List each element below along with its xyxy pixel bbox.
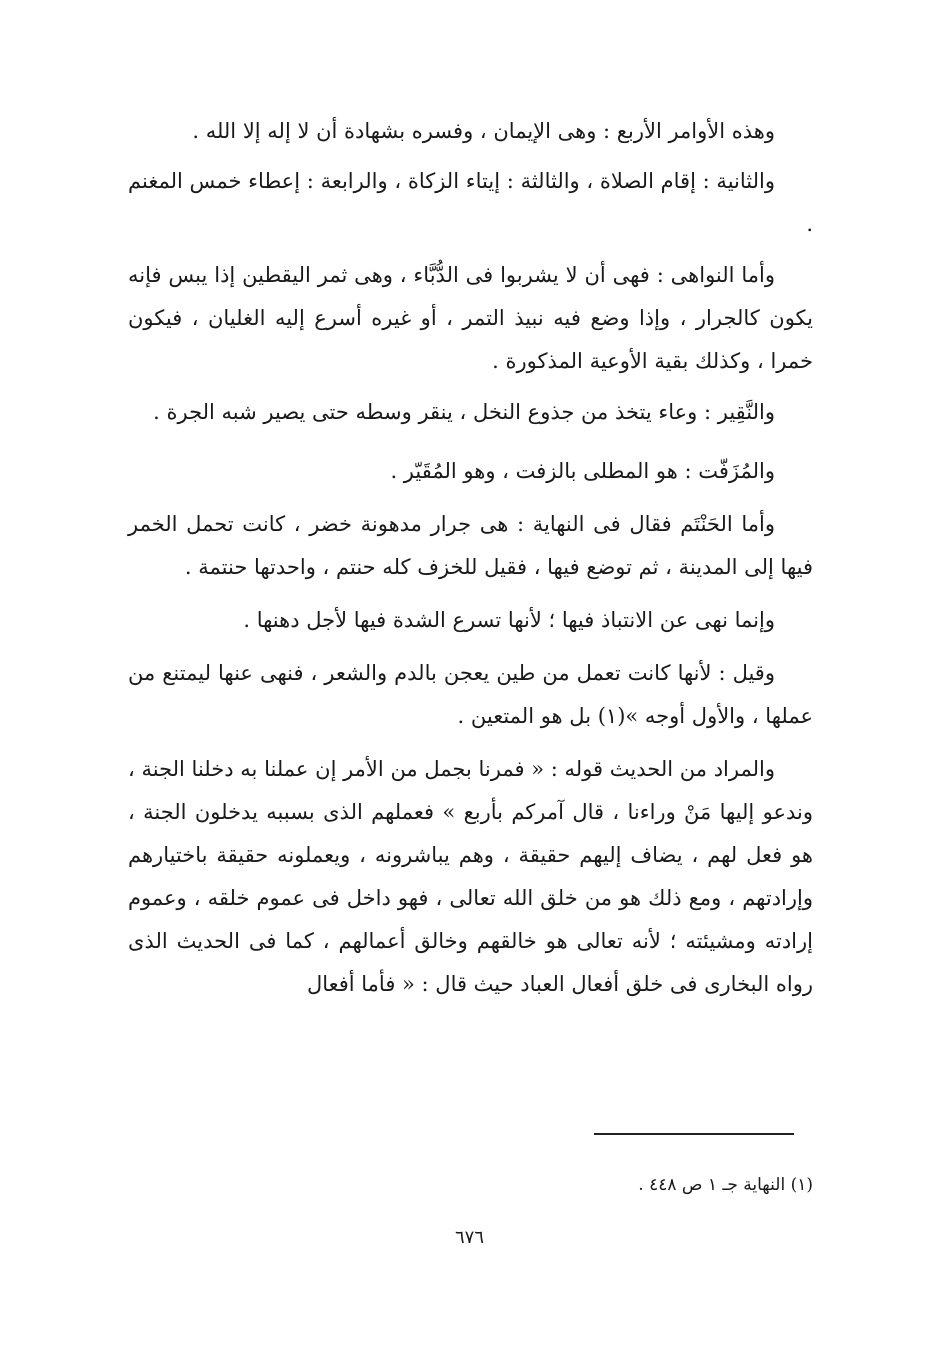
paragraph-7: وإنما نهى عن الانتباذ فيها ؛ لأنها تسرع الشدة فيها لأجل دهنها . xyxy=(243,608,775,632)
paragraph-9: والمراد من الحديث قوله : « فمرنا بجمل من الأمر إن عملنا به دخلنا الجنة ، وندعو إليها مَنْ وراءنا ، قال آمركم بأربع » فعملهم الذى بسببه يدخلون الجنة ، هو فعل لهم ، يضاف إليهم حقيقة ، وهم يباشرونه ، ويعملونه حقيقة باختيارهم وإرادتهم ، ومع ذلك هو من خلق الله تعالى ، فهو داخل فى عموم خلقه ، وعموم إرادته ومشيئته ؛ لأنه تعالى هو خالقهم وخالق أعمالهم ، كما فى الحديث الذى رواه البخارى فى خلق أفعال العباد حيث قال : « فأما أفعال xyxy=(128,757,813,996)
page-number: ٦٧٦ xyxy=(454,1227,484,1248)
paragraph-2: والثانية : إقام الصلاة ، والثالثة : إيتاء الزكاة ، والرابعة : إعطاء خمس المغنم . xyxy=(128,169,813,236)
footnote-divider xyxy=(594,1133,794,1135)
paragraph-8: وقيل : لأنها كانت تعمل من طين يعجن بالدم والشعر ، فنهى عنها ليمتنع من عملها ، والأول أوجه »(١) بل هو المتعين . xyxy=(128,661,813,728)
paragraph-3: وأما النواهى : فهى أن لا يشربوا فى الدُّبَّاء ، وهى ثمر اليقطين إذا يبس فإنه يكون كالجرار ، وإذا وضع فيه نبيذ التمر ، أو غيره أسرع إليه الغليان ، فيكون خمرا ، وكذلك بقية الأوعية المذكورة . xyxy=(128,263,813,373)
paragraph-6: وأما الحَنْتَم فقال فى النهاية : هى جرار مدهونة خضر ، كانت تحمل الخمر فيها إلى المدينة ، ثم توضع فيها ، فقيل للخزف كله حنتم ، واحدتها حنتمة . xyxy=(128,512,813,579)
paragraph-4: والنَّقِير : وعاء يتخذ من جذوع النخل ، ينقر وسطه حتى يصير شبه الجرة . xyxy=(153,400,775,424)
footnote: (١) النهاية جـ ١ ص ٤٤٨ . xyxy=(638,1175,813,1195)
paragraph-5: والمُزَفّت : هو المطلى بالزفت ، وهو المُقَيّر . xyxy=(390,459,775,483)
paragraph-1: وهذه الأوامر الأربع : وهى الإيمان ، وفسره بشهادة أن لا إله إلا الله . xyxy=(192,119,775,143)
main-text-body xyxy=(128,110,813,1006)
